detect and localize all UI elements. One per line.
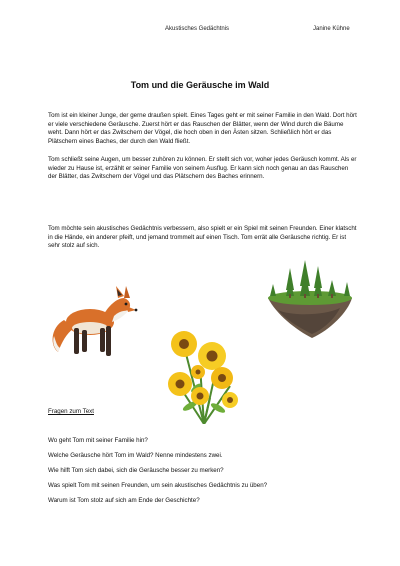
page-title: Tom und die Geräusche im Wald (130, 80, 270, 90)
sunflowers-illustration (160, 326, 250, 424)
question-2: Welche Geräusche hört Tom im Wald? Nenne mindestens zwei. (48, 452, 223, 459)
question-3: Wie hilft Tom sich dabei, sich die Geräusche besser zu merken? (48, 467, 224, 474)
fox-illustration (48, 276, 138, 368)
story-paragraph-3: Tom möchte sein akustisches Gedächtnis verbessern, also spielt er ein Spiel mit seinen Freunden. Einer klatscht in die Hände, ein anderer pfeift, und jemand trommelt auf einen Tisch. Tom errät alle Geräusche richtig. Er ist sehr stolz auf sich. (48, 225, 357, 250)
header-subject: Akustisches Gedächtnis (165, 26, 230, 32)
story-paragraph-2: Tom schließt seine Augen, um besser zuhören zu können. Er stellt sich vor, woher jedes Geräusch kommt. Als er wieder zu Hause ist, erzählt er seiner Familie von seinem Ausflug. Er kann sich noch genau an das Rauschen der Blätter, das Zwitschern der Vögel und das Plätschern des Baches erinnern. (48, 156, 357, 181)
question-5: Warum ist Tom stolz auf sich am Ende der Geschichte? (48, 497, 200, 504)
question-4: Was spielt Tom mit seinen Freunden, um sein akustisches Gedächtnis zu üben? (48, 482, 268, 489)
story-paragraph-1: Tom ist ein kleiner Junge, der gerne draußen spielt. Eines Tages geht er mit seiner Familie in den Wald. Dort hört er viele verschiedene Geräusche. Zuerst hört er das Rauschen der Blätter, wenn der Wind durch die Bäume weht. Dann hört er das Zwitschern der Vögel, die hoch oben in den Ästen sitzen. Schließlich hört er das Plätschern eines Baches, der durch den Wald fließt. (48, 112, 357, 145)
floating-island-trees-illustration (264, 250, 354, 340)
question-1: Wo geht Tom mit seiner Familie hin? (48, 437, 148, 444)
header-author: Janine Kühne (313, 26, 350, 32)
questions-heading: Fragen zum Text (48, 408, 94, 415)
